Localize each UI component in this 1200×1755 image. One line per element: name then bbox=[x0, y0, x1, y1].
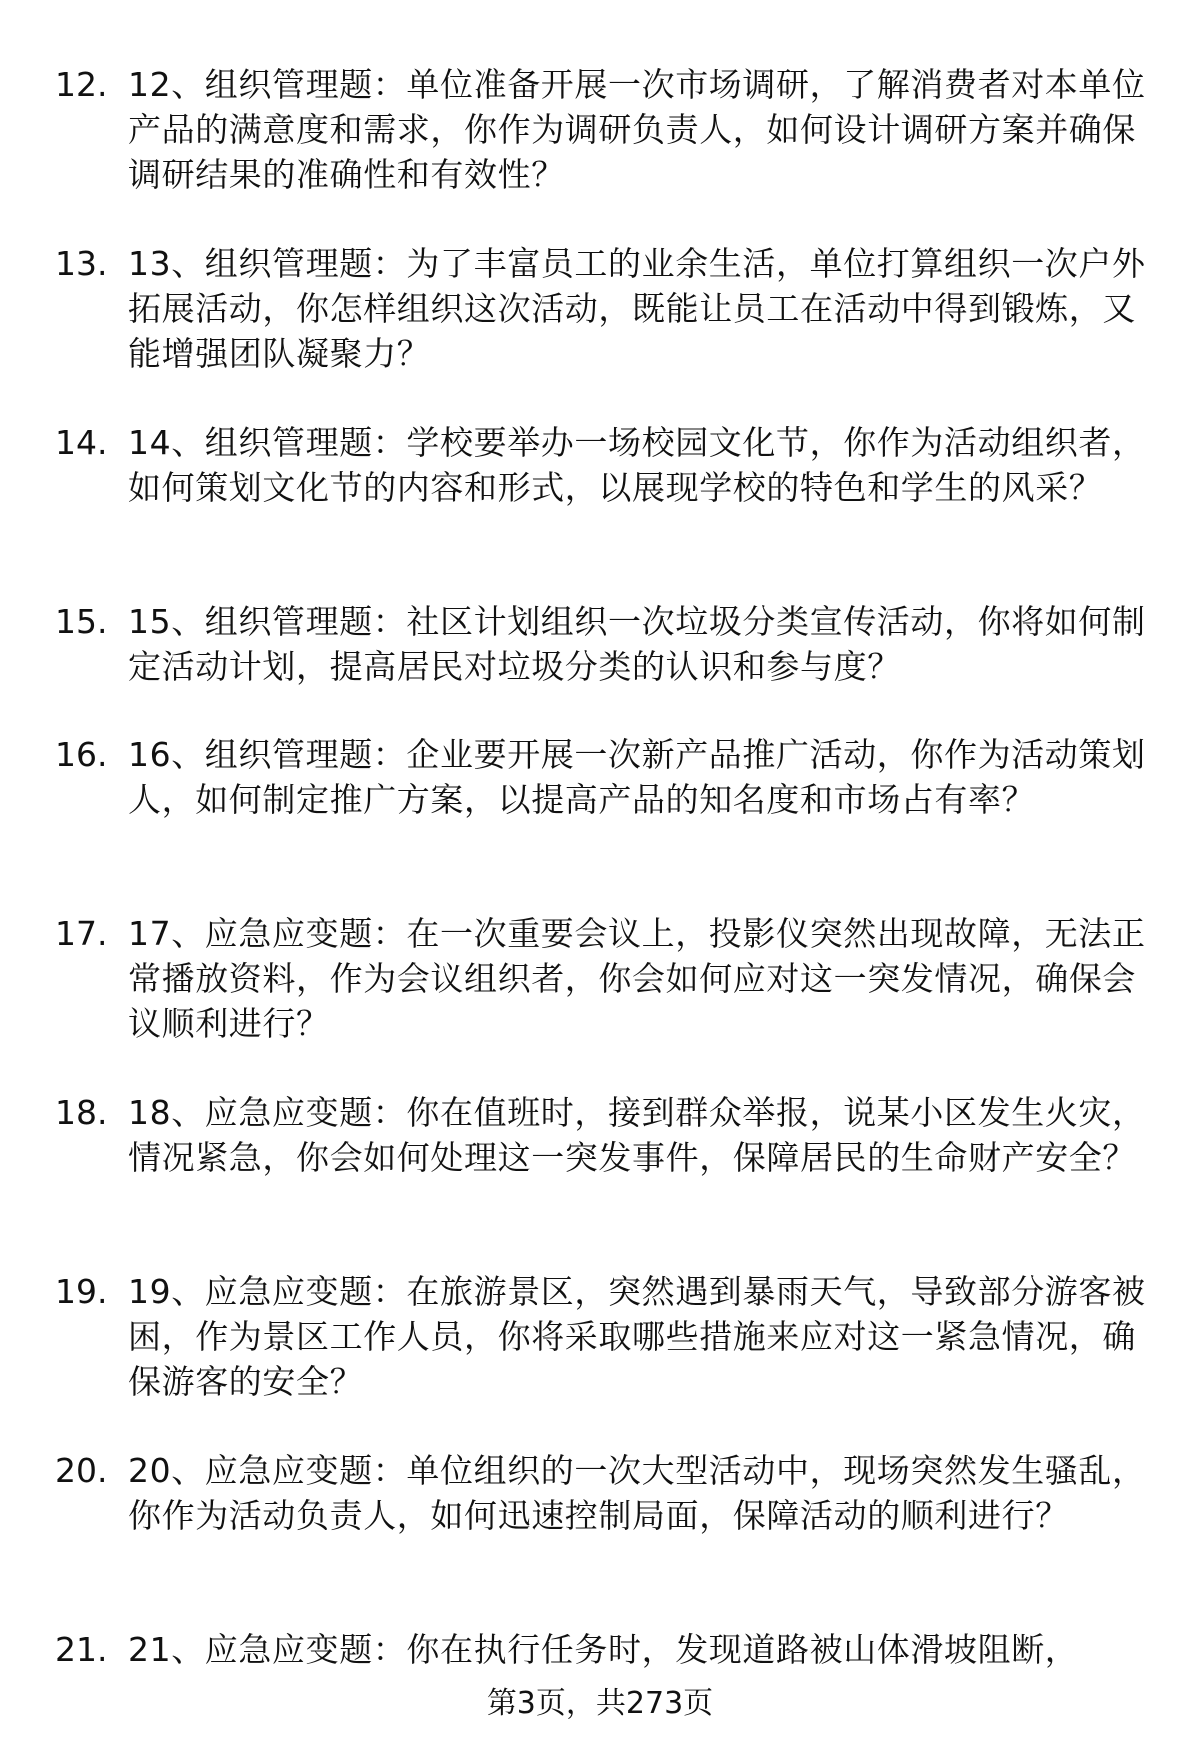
question-number: 17. bbox=[55, 914, 108, 953]
page-number-label: 第3页，共273页 bbox=[486, 1686, 714, 1721]
question-item-18 bbox=[0, 1090, 1200, 1224]
question-text: 21、应急应变题：你在执行任务时，发现道路被山体滑坡阻断， bbox=[128, 1630, 1079, 1669]
question-item-15 bbox=[0, 599, 1200, 689]
question-item-17 bbox=[0, 911, 1200, 1045]
question-text: 19、应急应变题：在旅游景区，突然遇到暴雨天气，导致部分游客被困，作为景区工作人员，你将采取哪些措施来应对这一紧急情况，确保游客的安全？ bbox=[128, 1272, 1146, 1401]
question-text: 15、组织管理题：社区计划组织一次垃圾分类宣传活动，你将如何制定活动计划，提高居民对垃圾分类的认识和参与度？ bbox=[128, 602, 1146, 686]
question-item-16 bbox=[0, 732, 1200, 866]
question-item-20 bbox=[0, 1448, 1200, 1582]
question-number: 19. bbox=[55, 1272, 108, 1311]
question-item-21 bbox=[0, 1627, 1200, 1672]
question-text: 13、组织管理题：为了丰富员工的业余生活，单位打算组织一次户外拓展活动，你怎样组织这次活动，既能让员工在活动中得到锻炼，又能增强团队凝聚力？ bbox=[128, 244, 1146, 373]
question-text: 16、组织管理题：企业要开展一次新产品推广活动，你作为活动策划人，如何制定推广方案，以提高产品的知名度和市场占有率？ bbox=[128, 735, 1146, 819]
question-number: 18. bbox=[55, 1093, 108, 1132]
question-number: 14. bbox=[55, 423, 108, 462]
question-text: 17、应急应变题：在一次重要会议上，投影仪突然出现故障，无法正常播放资料，作为会议组织者，你会如何应对这一突发情况，确保会议顺利进行？ bbox=[128, 914, 1146, 1043]
question-text: 18、应急应变题：你在值班时，接到群众举报，说某小区发生火灾，情况紧急，你会如何处理这一突发事件，保障居民的生命财产安全？ bbox=[128, 1093, 1146, 1177]
question-item-13 bbox=[0, 241, 1200, 375]
question-number: 15. bbox=[55, 602, 108, 641]
question-item-19 bbox=[0, 1269, 1200, 1403]
question-number: 12. bbox=[55, 65, 108, 104]
question-text: 20、应急应变题：单位组织的一次大型活动中，现场突然发生骚乱，你作为活动负责人，如何迅速控制局面，保障活动的顺利进行？ bbox=[128, 1451, 1146, 1535]
question-list bbox=[0, 62, 1200, 1672]
question-text: 12、组织管理题：单位准备开展一次市场调研，了解消费者对本单位产品的满意度和需求，你作为调研负责人，如何设计调研方案并确保调研结果的准确性和有效性？ bbox=[128, 65, 1146, 194]
question-number: 21. bbox=[55, 1630, 108, 1669]
page-footer bbox=[0, 1682, 1200, 1726]
question-item-14 bbox=[0, 420, 1200, 554]
question-item-12 bbox=[0, 62, 1200, 196]
question-number: 20. bbox=[55, 1451, 108, 1490]
question-number: 13. bbox=[55, 244, 108, 283]
question-number: 16. bbox=[55, 735, 108, 774]
question-text: 14、组织管理题：学校要举办一场校园文化节，你作为活动组织者，如何策划文化节的内容和形式，以展现学校的特色和学生的风采？ bbox=[128, 423, 1146, 507]
